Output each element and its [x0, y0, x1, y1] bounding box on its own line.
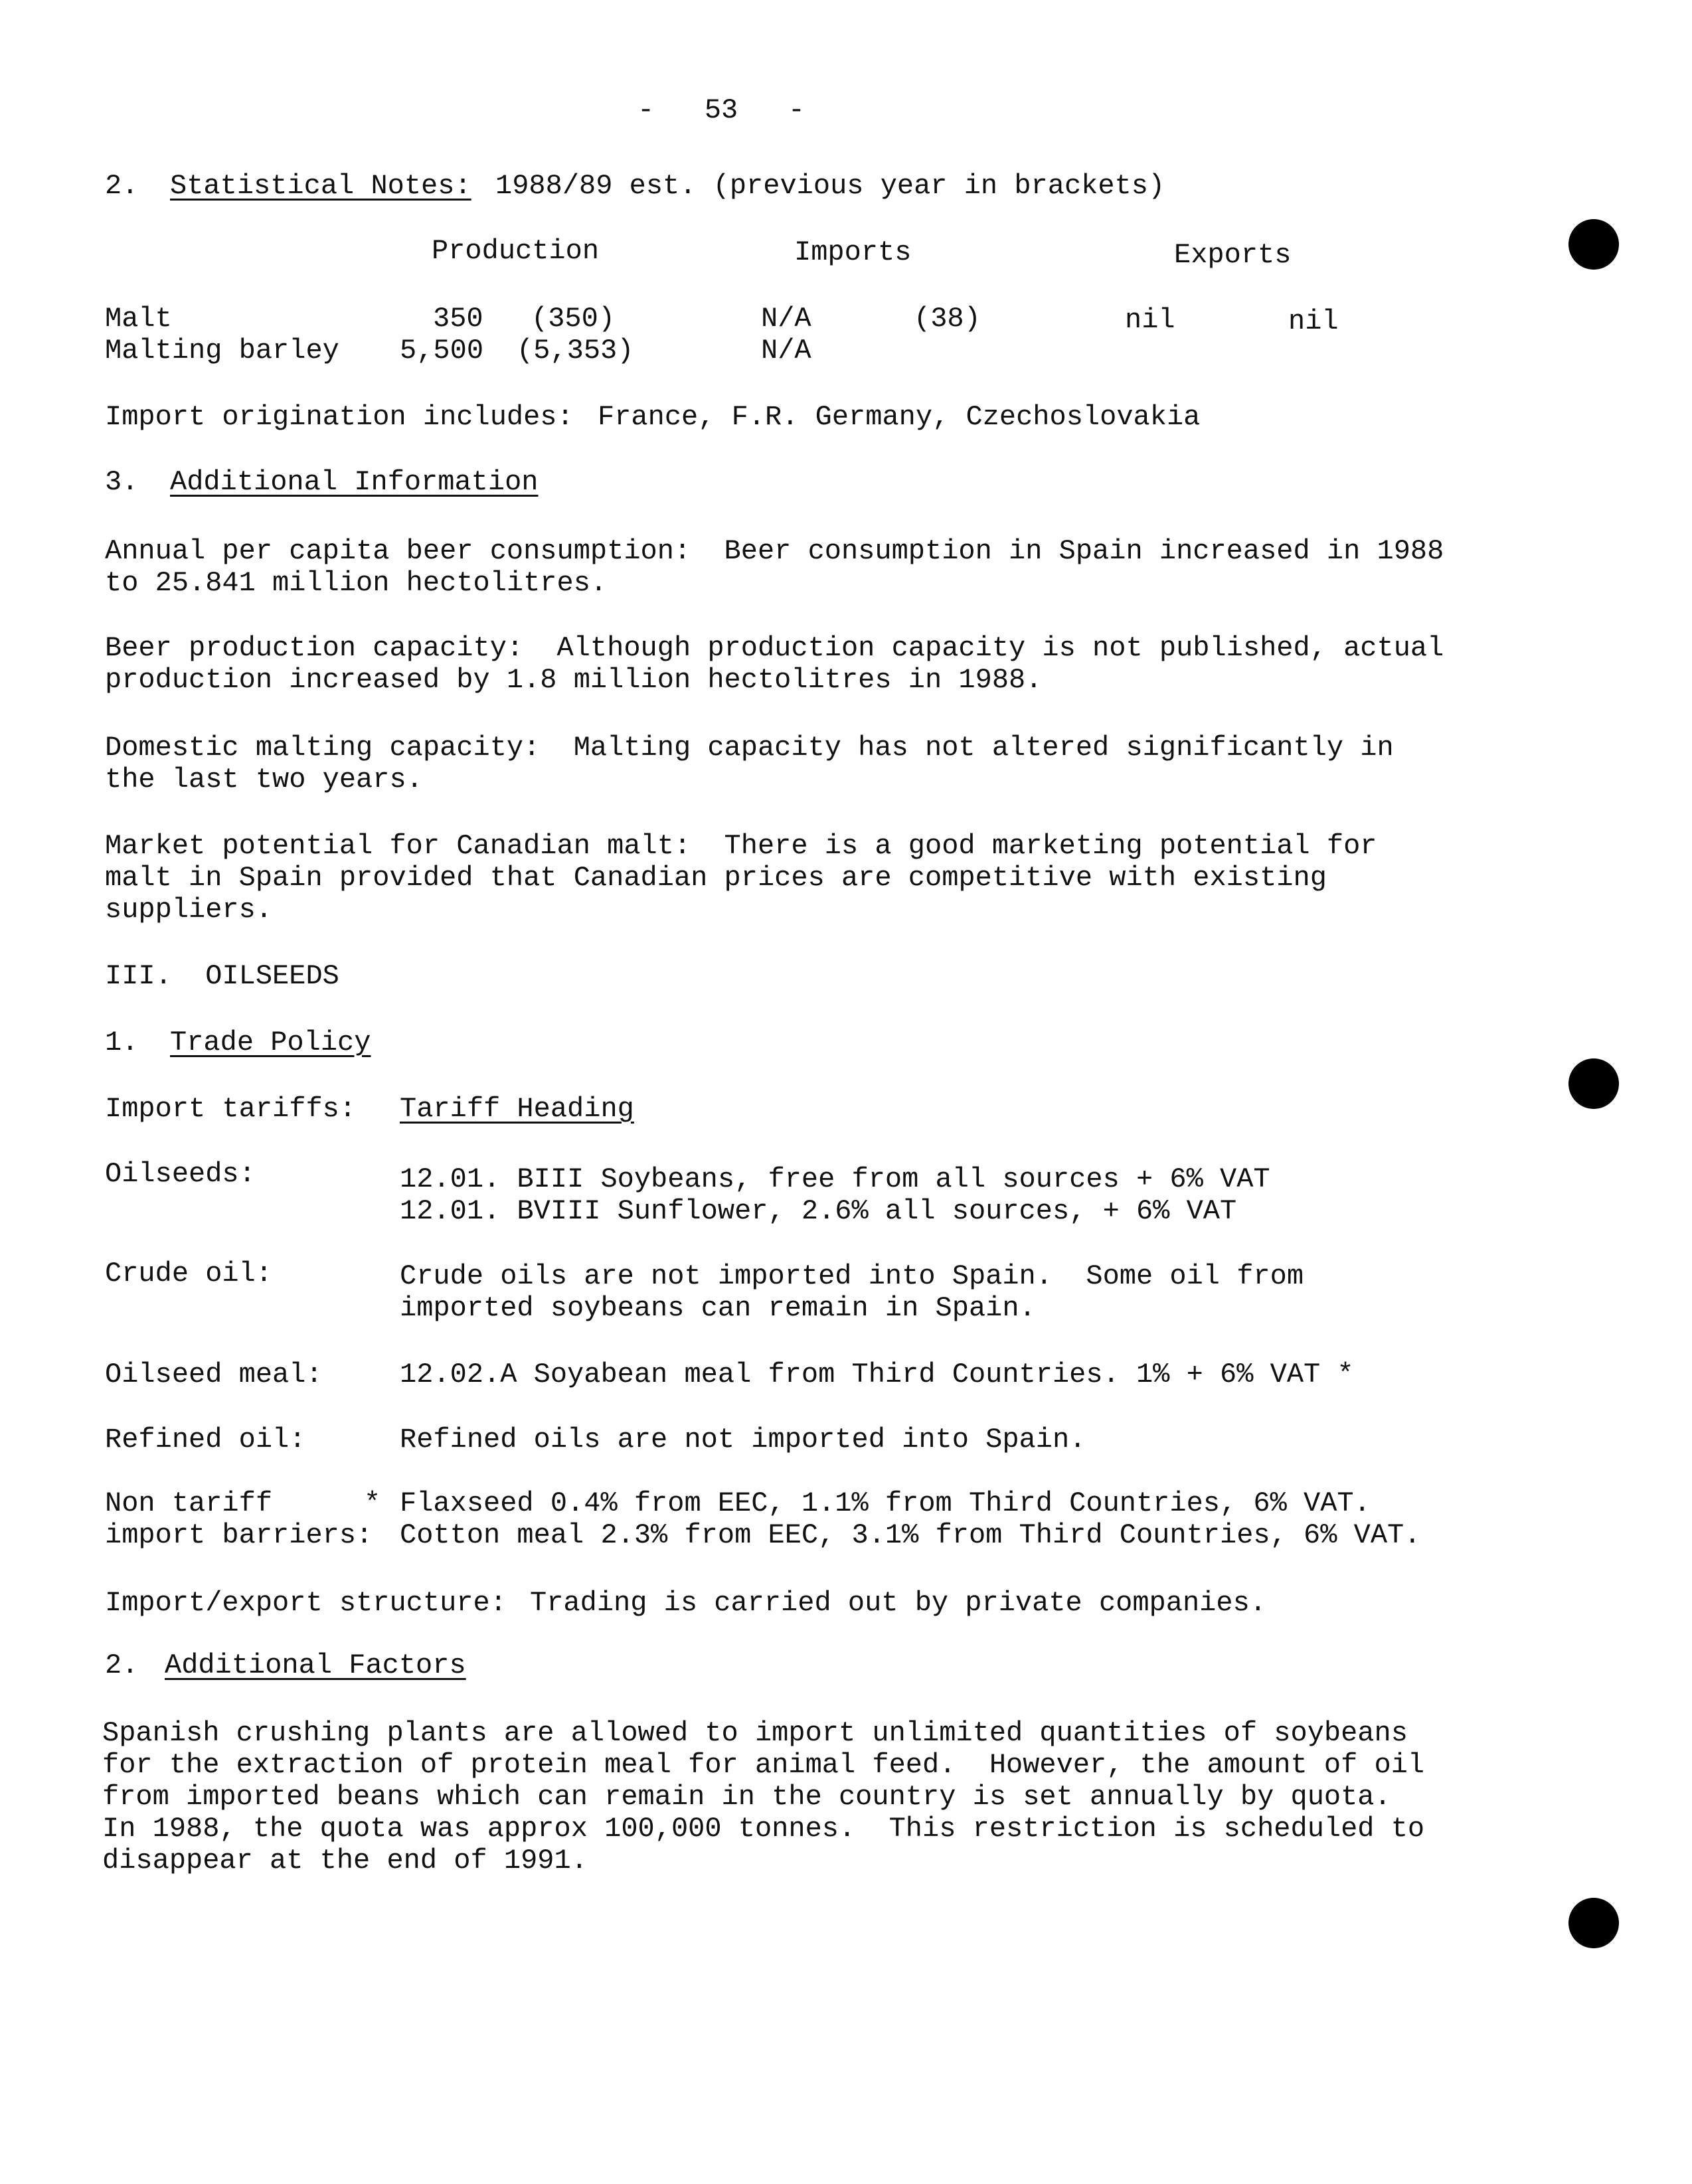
trade-policy-number: 1.	[105, 1027, 139, 1058]
oilseed-meal-label: Oilseed meal:	[105, 1359, 323, 1390]
origin-label: Import origination includes:	[105, 401, 574, 433]
oilseed-meal-line-1: 12.02.A Soyabean meal from Third Countries. 1% + 6% VAT *	[400, 1359, 1354, 1390]
trade-policy-heading: Trade Policy	[170, 1027, 371, 1058]
refined-oil-label: Refined oil:	[105, 1424, 306, 1456]
production-previous: (350)	[531, 303, 616, 335]
imports-previous: (38)	[914, 303, 981, 335]
market-potential-line-1: Market potential for Canadian malt: There is a good marketing potential for	[105, 830, 1377, 862]
stat-notes-subtitle: 1988/89 est. (previous year in brackets)	[495, 170, 1165, 202]
oilseeds-label: Oilseeds:	[105, 1158, 256, 1190]
production-capacity-line-2: production increased by 1.8 million hectolitres in 1988.	[105, 664, 1043, 696]
additional-factors-line-5: disappear at the end of 1991.	[102, 1845, 588, 1877]
additional-factors-line-3: from imported beans which can remain in the country is set annually by quota.	[102, 1781, 1391, 1813]
production-previous: (5,353)	[517, 335, 634, 367]
production-value: 350	[433, 303, 483, 335]
refined-oil-line-1: Refined oils are not imported into Spain.	[400, 1424, 1086, 1456]
structure-value: Trading is carried out by private companies.	[530, 1587, 1266, 1619]
section-oilseeds-title: III. OILSEEDS	[105, 960, 339, 992]
import-tariffs-label: Import tariffs:	[105, 1093, 357, 1125]
imports-value: N/A	[761, 303, 811, 335]
stat-notes-heading: Statistical Notes:	[170, 170, 471, 202]
exports-value: nil	[1125, 304, 1175, 336]
additional-factors-line-4: In 1988, the quota was approx 100,000 tonnes. This restriction is scheduled to	[102, 1813, 1425, 1845]
beer-consumption-line-1: Annual per capita beer consumption: Beer consumption in Spain increased in 1988	[105, 535, 1444, 567]
binder-hole-top	[1568, 219, 1619, 270]
origin-value: France, F.R. Germany, Czechoslovakia	[598, 401, 1201, 433]
structure-label: Import/export structure:	[105, 1587, 507, 1619]
additional-factors-line-1: Spanish crushing plants are allowed to import unlimited quantities of soybeans	[102, 1717, 1408, 1749]
additional-info-heading: Additional Information	[170, 466, 539, 498]
row-label: Malting barley	[105, 335, 339, 367]
production-value: 5,500	[400, 335, 484, 367]
malting-capacity-line-1: Domestic malting capacity: Malting capacity has not altered significantly in	[105, 732, 1394, 764]
stat-notes-number: 2.	[105, 170, 139, 202]
additional-factors-line-2: for the extraction of protein meal for animal feed. However, the amount of oil	[102, 1749, 1425, 1781]
production-capacity-line-1: Beer production capacity: Although production capacity is not published, actual	[105, 632, 1444, 664]
binder-hole-bottom	[1568, 1898, 1619, 1948]
col-header-imports: Imports	[794, 236, 912, 268]
col-header-exports: Exports	[1174, 239, 1292, 271]
additional-factors-number: 2.	[105, 1649, 139, 1681]
additional-factors-heading: Additional Factors	[165, 1649, 466, 1681]
non-tariff-line-2: Cotton meal 2.3% from EEC, 3.1% from Third Countries, 6% VAT.	[400, 1519, 1421, 1551]
market-potential-line-3: suppliers.	[105, 894, 273, 926]
non-tariff-asterisk: *	[364, 1487, 381, 1519]
crude-oil-line-1: Crude oils are not imported into Spain. Some oil from	[400, 1260, 1304, 1292]
exports-previous: nil	[1288, 305, 1339, 337]
tariff-heading: Tariff Heading	[400, 1093, 634, 1125]
col-header-production: Production	[432, 235, 600, 267]
row-label: Malt	[105, 303, 172, 335]
binder-hole-middle	[1568, 1058, 1619, 1109]
additional-info-number: 3.	[105, 466, 139, 498]
oilseeds-tariff-line-1: 12.01. BIII Soybeans, free from all sources + 6% VAT	[400, 1163, 1270, 1195]
imports-value: N/A	[761, 335, 811, 367]
malting-capacity-line-2: the last two years.	[105, 764, 423, 796]
market-potential-line-2: malt in Spain provided that Canadian prices are competitive with existing	[105, 862, 1327, 894]
beer-consumption-line-2: to 25.841 million hectolitres.	[105, 567, 608, 599]
non-tariff-label-line-2: import barriers:	[105, 1519, 373, 1551]
page-number: - 53 -	[637, 94, 805, 126]
non-tariff-label-line-1: Non tariff	[105, 1487, 273, 1519]
crude-oil-line-2: imported soybeans can remain in Spain.	[400, 1292, 1036, 1324]
non-tariff-line-1: Flaxseed 0.4% from EEC, 1.1% from Third Countries, 6% VAT.	[400, 1487, 1371, 1519]
crude-oil-label: Crude oil:	[105, 1258, 273, 1290]
oilseeds-tariff-line-2: 12.01. BVIII Sunflower, 2.6% all sources, + 6% VAT	[400, 1195, 1237, 1227]
